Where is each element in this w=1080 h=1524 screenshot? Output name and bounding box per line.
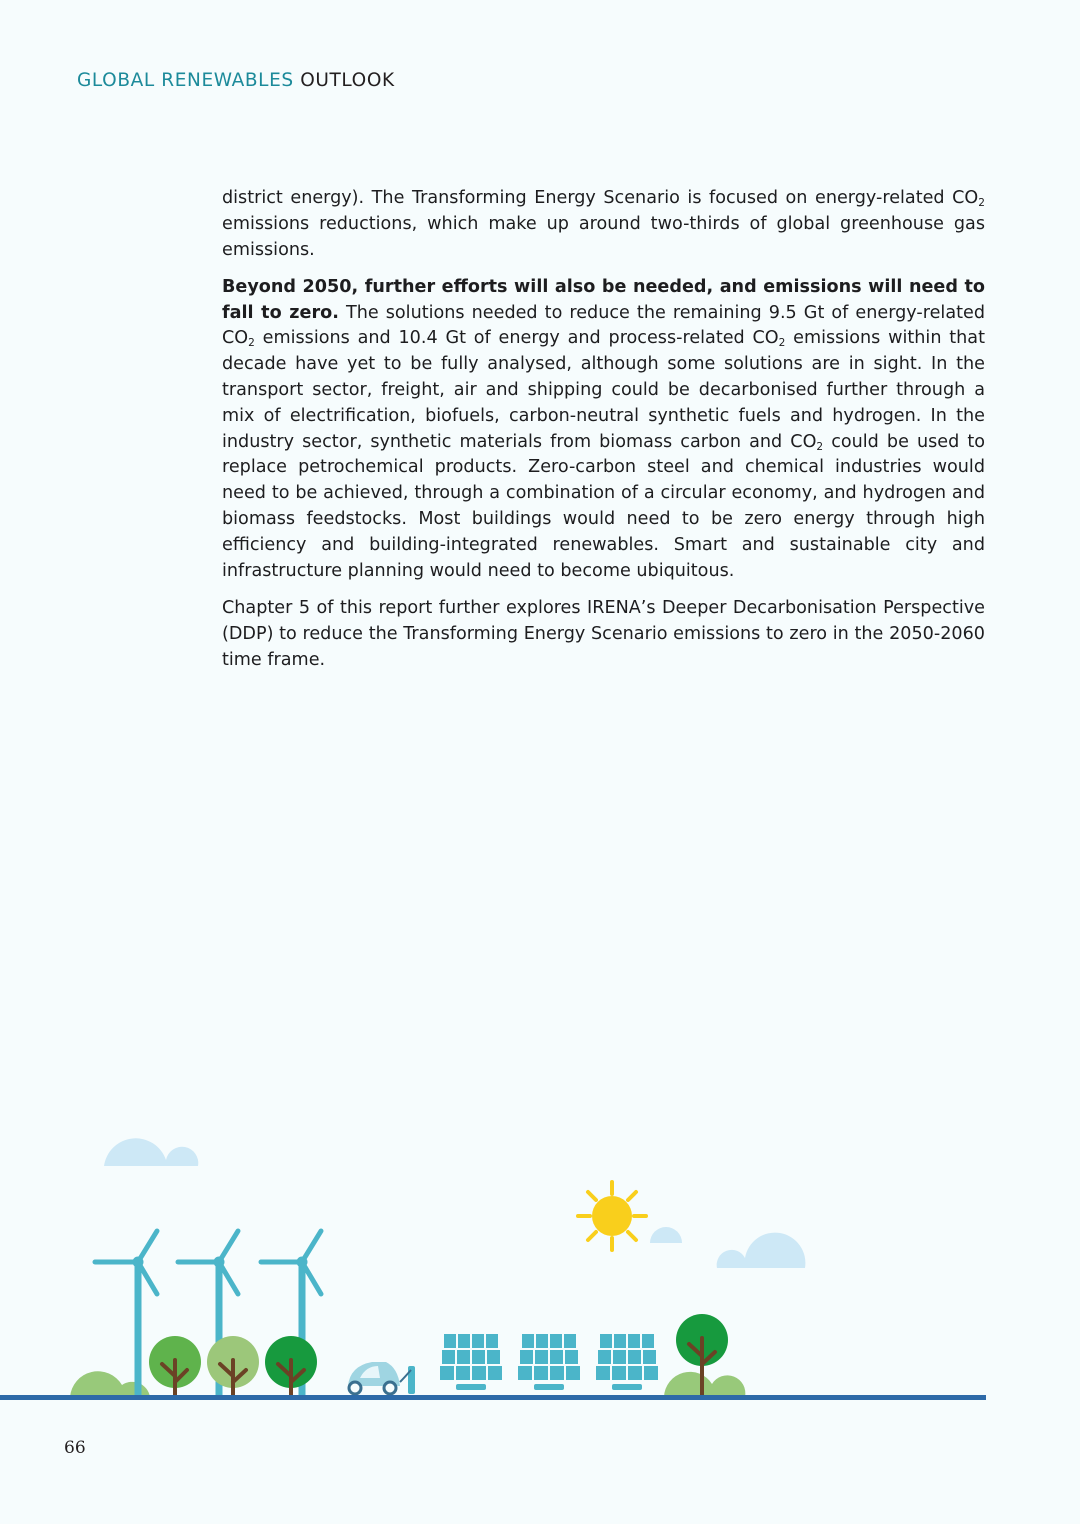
paragraph-3: Chapter 5 of this report further explores IRENA’s Deeper Decarbonisation Perspective (DDP) to reduce the Transforming Energy Scenario emissions to zero in the 2050-2060 time frame. (222, 597, 985, 670)
electric-car-icon (348, 1362, 400, 1394)
page-number: 66 (64, 1438, 86, 1458)
running-header (77, 70, 395, 91)
header-title-part1: GLOBAL RENEWABLES (77, 70, 294, 91)
ground-line (0, 1395, 986, 1400)
bush-icon (664, 1372, 745, 1397)
solar-panel-icon (440, 1334, 502, 1390)
cloud-icon (104, 1138, 198, 1166)
cloud-icon (650, 1227, 682, 1243)
wind-turbine-icon (95, 1231, 157, 1396)
sun-icon (578, 1182, 646, 1250)
tree-icon (149, 1336, 201, 1396)
solar-panel-icon (518, 1334, 580, 1390)
renewables-landscape-illustration (0, 1110, 1080, 1410)
paragraph-2-lead: Beyond 2050, further efforts will also be needed, and emissions will need to fall to zero. (222, 276, 985, 323)
tree-icon (207, 1336, 259, 1396)
solar-panel-icon (596, 1334, 658, 1390)
tree-icon (265, 1336, 317, 1396)
paragraph-1: district energy). The Transforming Energy Scenario is focused on energy-related $CO_2$ emissions reductions, which make up around two-thirds of global greenhouse gas emissions. (222, 188, 985, 260)
cloud-icon (717, 1233, 806, 1268)
charging-station-icon (400, 1366, 415, 1394)
paragraph-2: Beyond 2050, further efforts will also be needed, and emissions will need to fall to zero. The solutions needed to reduce the remaining 9.5 Gt of energy-related $CO_2$ emissions and 10.4 Gt of energy and process-related $CO_2$ emissions within that decade have yet to be fully analysed, although some solutions are in sight. In the transport sector, freight, air and shipping could be decarbonised further through a mix of electrification, biofuels, carbon-neutral synthetic fuels and hydrogen. In the industry sector, synthetic materials from biomass carbon and $CO_2$ could be used to replace petrochemical products. Zero-carbon steel and chemical industries would need to be achieved, through a combination of a circular economy, and hydrogen and biomass feedstocks. Most buildings would need to be zero energy through high efficiency and building-integrated renewables. Smart and sustainable city and infrastructure planning would need to become ubiquitous. (222, 276, 986, 581)
header-title-part2: OUTLOOK (300, 70, 395, 91)
body-text (222, 186, 985, 685)
